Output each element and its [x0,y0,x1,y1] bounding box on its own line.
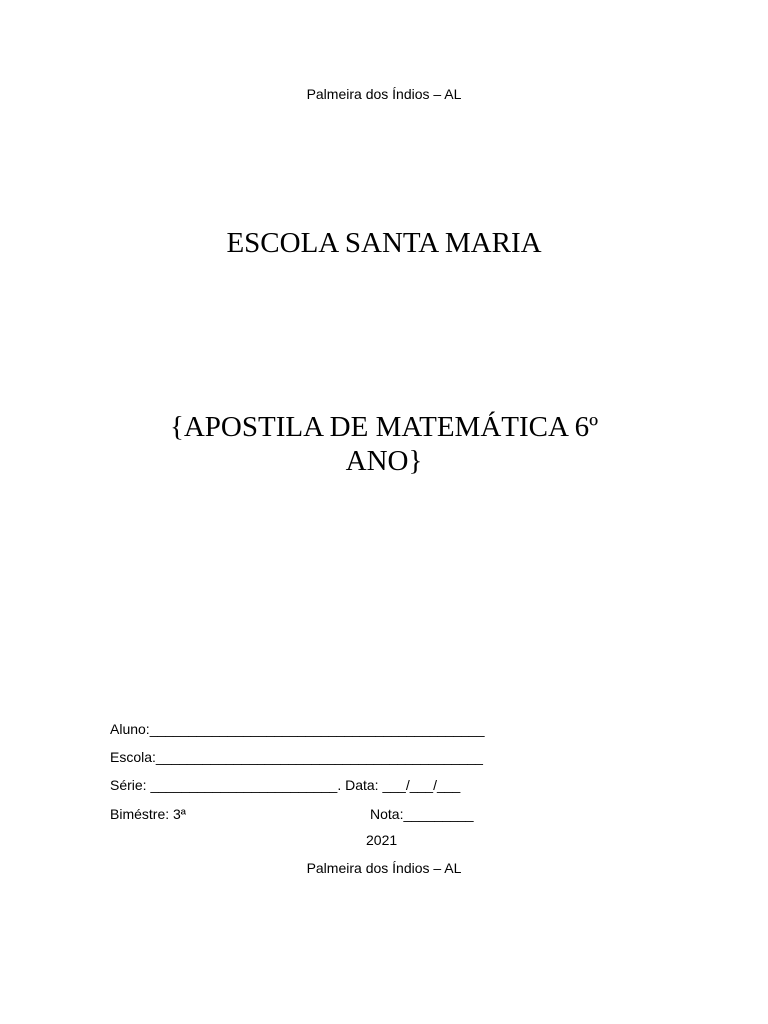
year-label: 2021 [366,832,398,848]
serie-data-field: Série: ________________________. Data: ___/___/___ [110,777,461,793]
header-city: Palmeira dos Índios – AL [306,86,462,102]
document-title [0,410,768,478]
footer-city: Palmeira dos Índios – AL [306,860,462,876]
nota-field: Nota:_________ [370,806,474,822]
document-title-line-2: ANO} [345,445,423,477]
aluno-field: Aluno:___________________________________________ [110,721,485,737]
bimestre-field: Biméstre: 3ª [110,806,186,822]
escola-field: Escola:__________________________________________ [110,749,483,765]
document-title-line-1: {APOSTILA DE MATEMÁTICA 6º [169,411,599,443]
school-name: ESCOLA SANTA MARIA [226,227,542,259]
